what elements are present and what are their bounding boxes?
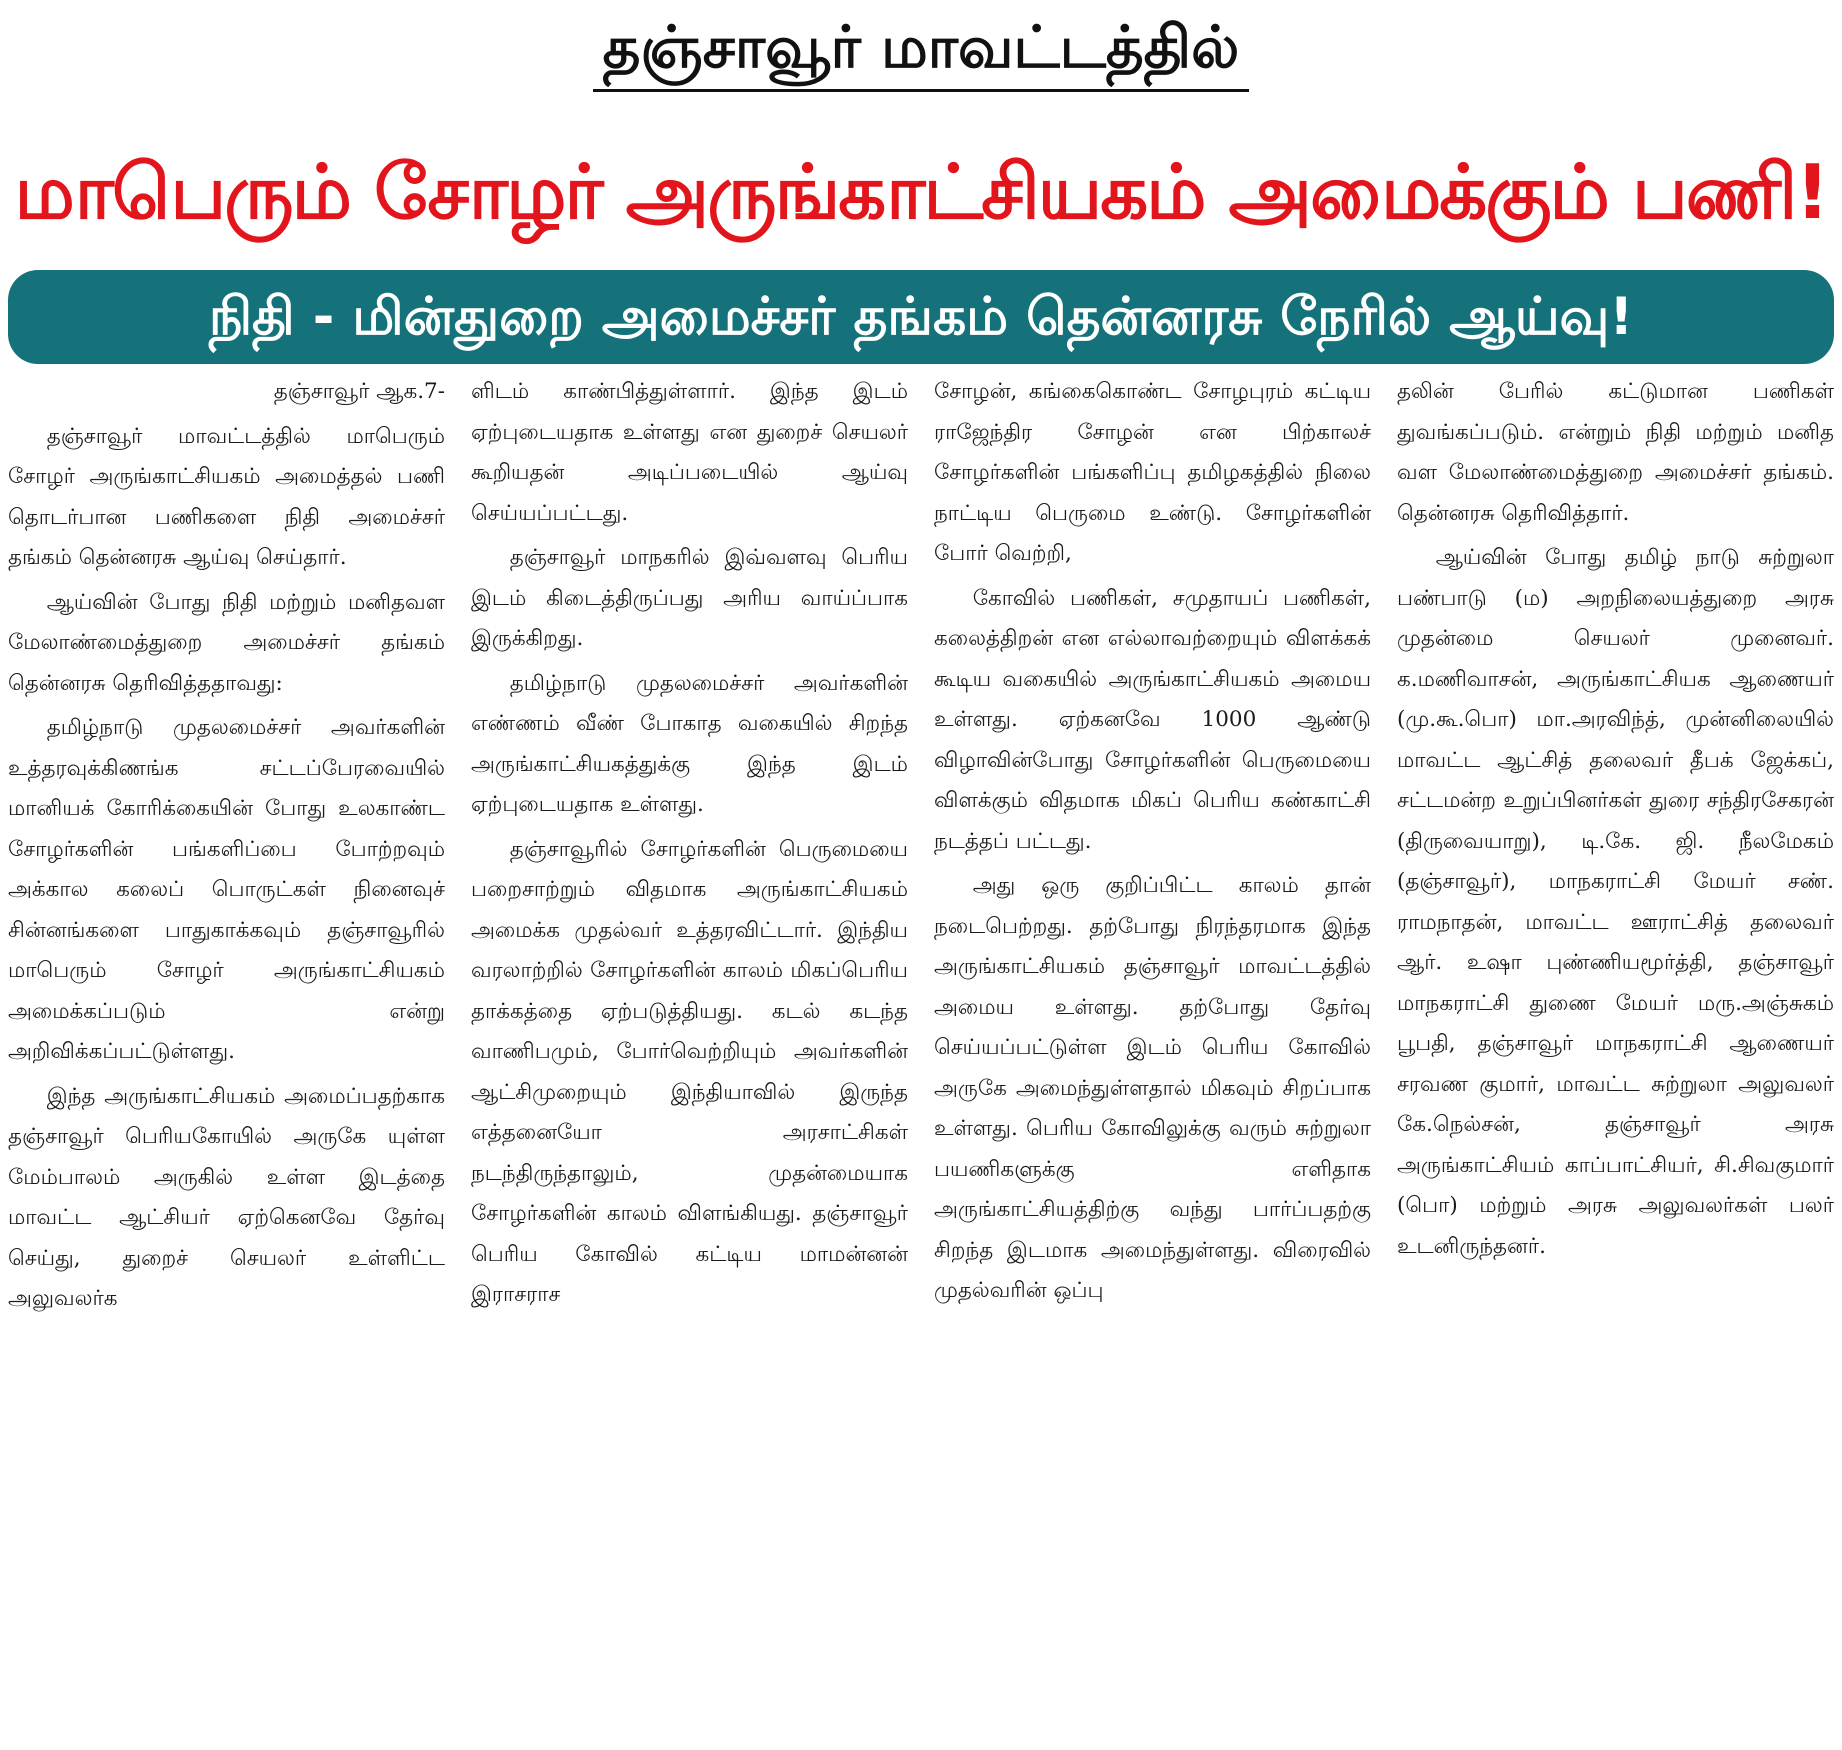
- paragraph: ஆய்வின் போது தமிழ் நாடு சுற்றுலா பண்பாடு (ம) அறநிலையத்துறை அரசு முதன்மை செயலர் முனைவர். க.மணிவாசன், அருங்காட்சியக ஆணையர் (மு.கூ.பொ) மா.அரவிந்த், முன்னிலையில் மாவட்ட ஆட்சித் தலைவர் தீபக் ஜேக்கப், சட்டமன்ற உறுப்பினர்கள் துரை சந்திரசேகரன் (திருவையாறு), டி.கே. ஜி. நீலமேகம் (தஞ்சாவூர்), மாநகராட்சி மேயர் சண். ராமநாதன், மாவட்ட ஊராட்சித் தலைவர் ஆர். உஷா புண்ணியமூர்த்தி, தஞ்சாவூர் மாநகராட்சி துணை மேயர் மரு.அஞ்சுகம் பூபதி, தஞ்சாவூர் மாநகராட்சி ஆணையர் சரவண குமார், மாவட்ட சுற்றுலா அலுவலர் கே.நெல்சன், தஞ்சாவூர் அரசு அருங்காட்சியம் காப்பாட்சியர், சி.சிவகுமார் (பொ) மற்றும் அரசு அலுவலர்கள் பலர் உடனிருந்தனர்.: [1397, 545, 1834, 1259]
- paragraph: ளிடம் காண்பித்துள்ளார். இந்த இடம் ஏற்புடையதாக உள்ளது என துறைச் செயலர் கூறியதன் அடிப்படையில் ஆய்வு செய்யப்பட்டது.: [471, 379, 908, 526]
- kicker-wrap: [0, 14, 1842, 92]
- paragraph: அது ஒரு குறிப்பிட்ட காலம் தான் நடைபெற்றது. தற்போது நிரந்தரமாக இந்த அருங்காட்சியகம் தஞ்சாவூர் மாவட்டத்தில் அமைய உள்ளது. தற்போது தேர்வு செய்யப்பட்டுள்ள இடம் பெரிய கோவில் அருகே அமைந்துள்ளதால் மிகவும் சிறப்பாக உள்ளது. பெரிய கோவிலுக்கு வரும் சுற்றுலா பயணிகளுக்கு எளிதாக அருங்காட்சியத்திற்கு வந்து பார்ப்பதற்கு சிறந்த இடமாக அமைந்துள்ளது. விரைவில் முதல்வரின் ஒப்பு: [934, 873, 1371, 1303]
- dateline: தஞ்சாவூர் ஆக.7-: [273, 379, 445, 404]
- subhead-banner: நிதி - மின்துறை அமைச்சர் தங்கம் தென்னரசு நேரில் ஆய்வு!: [8, 270, 1834, 364]
- column-3: [934, 372, 1371, 1744]
- headline: மாபெரும் சோழர் அருங்காட்சியகம் அமைக்கும் பணி!: [14, 148, 1828, 236]
- paragraph: கோவில் பணிகள், சமுதாயப் பணிகள், கலைத்திறன் என எல்லாவற்றையும் விளக்கக் கூடிய வகையில் அருங்காட்சியகம் அமைய உள்ளது. ஏற்கனவே 1000 ஆண்டு விழாவின்போது சோழர்களின் பெருமையை விளக்கும் விதமாக மிகப் பெரிய கண்காட்சி நடத்தப் பட்டது.: [934, 585, 1371, 854]
- paragraph: தஞ்சாவூர் மாவட்டத்தில் மாபெரும் சோழர் அருங்காட்சியகம் அமைத்தல் பணி தொடர்பான பணிகளை நிதி அமைச்சர் தங்கம் தென்னரசு ஆய்வு செய்தார்.: [8, 423, 445, 570]
- kicker: தஞ்சாவூர் மாவட்டத்தில்: [593, 14, 1250, 92]
- paragraph: தமிழ்நாடு முதலமைச்சர் அவர்களின் உத்தரவுக்கிணங்க சட்டப்பேரவையில் மானியக் கோரிக்கையின் போது உலகாண்ட சோழர்களின் பங்களிப்பை போற்றவும் அக்கால கலைப் பொருட்கள் நினைவுச் சின்னங்களை பாதுகாக்கவும் தஞ்சாவூரில் மாபெரும் சோழர் அருங்காட்சியகம் அமைக்கப்படும் என்று அறிவிக்கப்பட்டுள்ளது.: [8, 715, 445, 1064]
- paragraph: தமிழ்நாடு முதலமைச்சர் அவர்களின் எண்ணம் வீண் போகாத வகையில் சிறந்த அருங்காட்சியகத்துக்கு இந்த இடம் ஏற்புடையதாக உள்ளது.: [471, 670, 908, 817]
- paragraph: தலின் பேரில் கட்டுமான பணிகள் துவங்கப்படும். என்றும் நிதி மற்றும் மனித வள மேலாண்மைத்துறை அமைச்சர் தங்கம். தென்னரசு தெரிவித்தார்.: [1397, 379, 1834, 526]
- paragraph: தஞ்சாவூரில் சோழர்களின் பெருமையை பறைசாற்றும் விதமாக அருங்காட்சியகம் அமைக்க முதல்வர் உத்தரவிட்டார். இந்திய வரலாற்றில் சோழர்களின் காலம் மிகப்பெரிய தாக்கத்தை ஏற்படுத்தியது. கடல் கடந்த வாணிபமும், போர்வெற்றியும் அவர்களின் ஆட்சிமுறையும் இந்தியாவில் இருந்த எத்தனையோ அரசாட்சிகள் நடந்திருந்தாலும், முதன்மையாக சோழர்களின் காலம் விளங்கியது. தஞ்சாவூர் பெரிய கோவில் கட்டிய மாமன்னன் இராசராச: [471, 836, 908, 1307]
- column-2: [471, 372, 908, 1744]
- column-4: [1397, 372, 1834, 1744]
- paragraph: தஞ்சாவூர் மாநகரில் இவ்வளவு பெரிய இடம் கிடைத்திருப்பது அரிய வாய்ப்பாக இருக்கிறது.: [471, 545, 908, 651]
- paragraph: ஆய்வின் போது நிதி மற்றும் மனிதவள மேலாண்மைத்துறை அமைச்சர் தங்கம் தென்னரசு தெரிவித்ததாவது:: [8, 589, 445, 696]
- article-columns: [8, 372, 1834, 1744]
- paragraph: இந்த அருங்காட்சியகம் அமைப்பதற்காக தஞ்சாவூர் பெரியகோயில் அருகே யுள்ள மேம்பாலம் அருகில் உள்ள இடத்தை மாவட்ட ஆட்சியர் ஏற்கெனவே தேர்வு செய்து, துறைச் செயலர் உள்ளிட்ட அலுவலர்க: [8, 1083, 445, 1311]
- column-1: [8, 372, 445, 1744]
- paragraph: சோழன், கங்கைகொண்ட சோழபுரம் கட்டிய ராஜேந்திர சோழன் என பிற்காலச் சோழர்களின் பங்களிப்பு தமிழகத்தில் நிலை நாட்டிய பெருமை உண்டு. சோழர்களின் போர் வெற்றி,: [934, 379, 1371, 566]
